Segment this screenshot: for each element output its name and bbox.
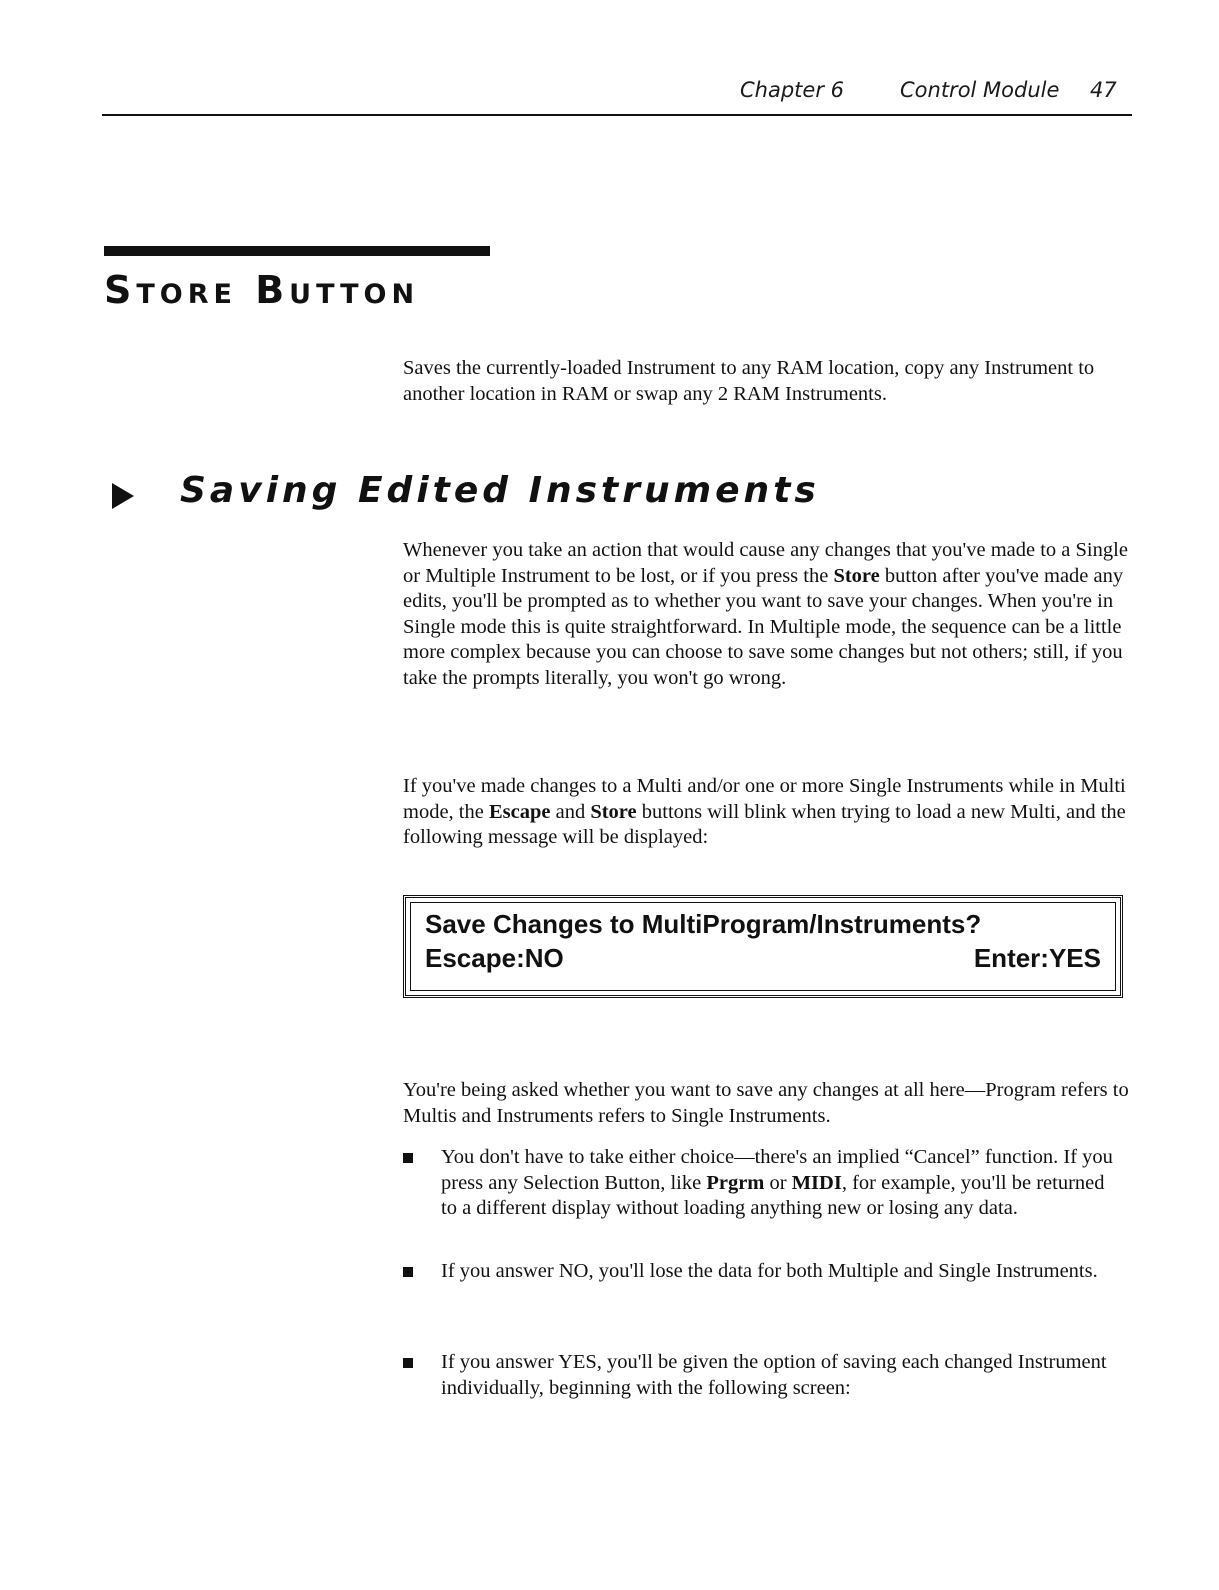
paragraph-explanation: You're being asked whether you want to save any changes at all here—Program refers to Multis and Instruments refers to Single Instruments. — [403, 1079, 1129, 1127]
header-rule — [102, 114, 1132, 116]
prgrm-keyword: Prgrm — [706, 1171, 765, 1194]
lcd-display — [403, 895, 1123, 998]
list-item-text-part: , for example, you'll be returned to a different display without loading anything new or losing any data. — [441, 1171, 1105, 1219]
list-item-text-part: You don't have to take either choice—there's an implied “Cancel” function. If you press any Selection Button, like — [441, 1146, 1113, 1194]
escape-option: Escape:NO — [425, 943, 564, 973]
intro-paragraph: Saves the currently-loaded Instrument to any RAM location, copy any Instrument to another location in RAM or swap any 2 RAM Instruments. — [403, 357, 1095, 405]
paragraph-text: buttons will blink when trying to load a new Multi, and the following message will be displayed: — [403, 800, 1126, 848]
lcd-display-inner — [410, 902, 1116, 991]
lcd-prompt: Save Changes to MultiProgram/Instruments? — [425, 909, 982, 939]
list-item-text — [441, 1145, 1121, 1222]
lcd-options — [425, 943, 1101, 974]
paragraph-text: If you've made changes to a Multi and/or one or more Single Instruments while in Multi mode, the — [403, 775, 1126, 823]
enter-option: Enter:YES — [973, 943, 1101, 973]
paragraph-saving — [403, 538, 1133, 691]
section-title: Store Button — [104, 268, 420, 312]
list-item-text: If you answer YES, you'll be given the option of saving each changed Instrument individually, beginning with the following screen: — [441, 1351, 1107, 1399]
paragraph-text: button after you've made any edits, you'll be prompted as to whether you want to save your changes. When you're in Single mode this is quite straightforward. In Multiple mode, the sequence can be a little more complex because you can choose to save some changes but not others; still, if you take the prompts literally, you won't go wrong. — [403, 564, 1124, 689]
store-keyword: Store — [590, 800, 637, 823]
page-number: 47 — [1090, 78, 1117, 102]
escape-keyword: Escape — [488, 800, 551, 823]
chapter-title: Control Module — [900, 78, 1060, 102]
triangle-bullet-icon — [112, 483, 134, 509]
paragraph-text: Whenever you take an action that would cause any changes that you've made to a Single or Multiple Instrument to be lost, or if you press the — [403, 539, 1128, 587]
square-bullet-icon — [403, 1358, 413, 1368]
subsection-title: Saving Edited Instruments — [180, 470, 820, 511]
midi-keyword: MIDI — [791, 1171, 842, 1194]
paragraph-text: and — [550, 800, 591, 823]
store-keyword: Store — [833, 564, 880, 587]
paragraph-multi-changes — [403, 774, 1133, 851]
list-item-text-part: or — [764, 1171, 792, 1194]
chapter-label: Chapter 6 — [740, 78, 844, 102]
square-bullet-icon — [403, 1153, 413, 1163]
list-item-text: If you answer NO, you'll lose the data for both Multiple and Single Instruments. — [441, 1260, 1098, 1282]
section-bar — [104, 246, 490, 256]
square-bullet-icon — [403, 1267, 413, 1277]
